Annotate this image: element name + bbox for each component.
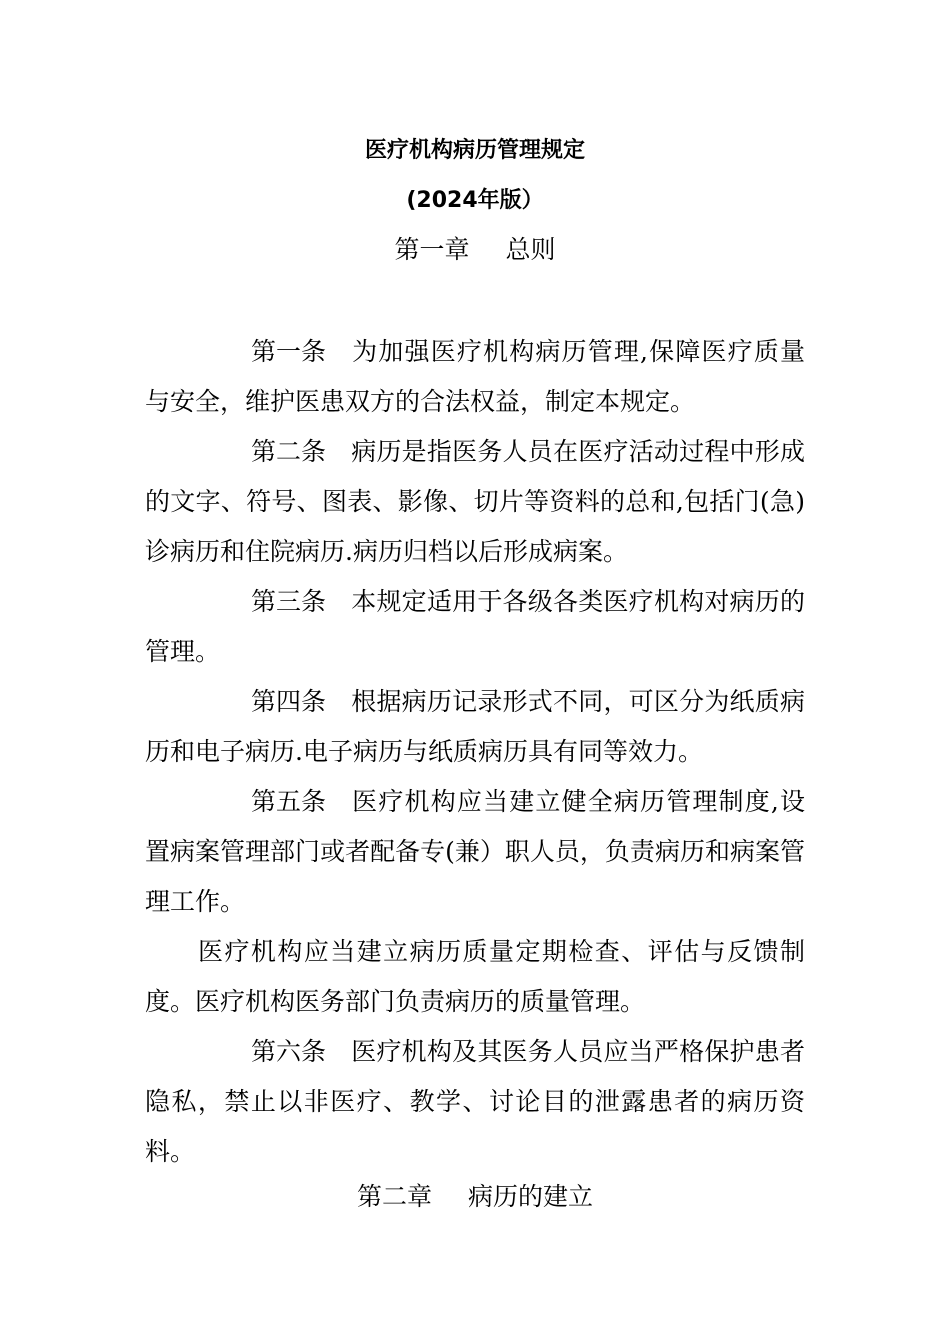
article-5 xyxy=(145,777,805,927)
article-3 xyxy=(145,577,805,677)
article-2 xyxy=(145,427,805,577)
article-5-paragraph-2 xyxy=(145,927,805,1027)
article-label: 第三条 xyxy=(251,587,327,616)
article-label: 第一条 xyxy=(251,337,327,366)
article-label: 第五条 xyxy=(251,787,327,816)
article-4 xyxy=(145,677,805,777)
article-6 xyxy=(145,1027,805,1177)
article-1 xyxy=(145,327,805,427)
chapter-number: 第二章 xyxy=(356,1182,432,1211)
article-text: 为加强医疗机构病历管理,保障医疗质量与安全，维护医患双方的合法权益，制定本规定。 xyxy=(145,337,805,416)
article-label: 第四条 xyxy=(251,687,327,716)
document-edition: (2024年版） xyxy=(406,188,544,213)
article-text: 病历是指医务人员在医疗活动过程中形成的文字、符号、图表、影像、切片等资料的总和,包括门(急)诊病历和住院病历.病历归档以后形成病案。 xyxy=(145,437,805,566)
document-body xyxy=(145,327,805,1177)
article-text: 医疗机构应当建立健全病历管理制度,设置病案管理部门或者配备专(兼）职人员，负责病历和病案管理工作。 xyxy=(145,787,805,916)
chapter-name: 病历的建立 xyxy=(468,1182,594,1211)
article-label: 第二条 xyxy=(251,437,327,466)
chapter-heading-2 xyxy=(0,1180,950,1214)
document-title: 医疗机构病历管理规定 xyxy=(364,138,585,163)
article-text: 医疗机构应当建立病历质量定期检查、评估与反馈制度。医疗机构医务部门负责病历的质量管理。 xyxy=(145,937,805,1016)
chapter-name: 总则 xyxy=(505,235,556,264)
article-text: 本规定适用于各级各类医疗机构对病历的管理。 xyxy=(145,587,805,666)
article-text: 医疗机构及其医务人员应当严格保护患者隐私，禁止以非医疗、教学、讨论目的泄露患者的病历资料。 xyxy=(145,1037,805,1166)
article-label: 第六条 xyxy=(251,1037,327,1066)
chapter-number: 第一章 xyxy=(394,235,470,264)
article-text: 根据病历记录形式不同，可区分为纸质病历和电子病历.电子病历与纸质病历具有同等效力。 xyxy=(145,687,805,766)
chapter-heading-1 xyxy=(0,233,950,267)
